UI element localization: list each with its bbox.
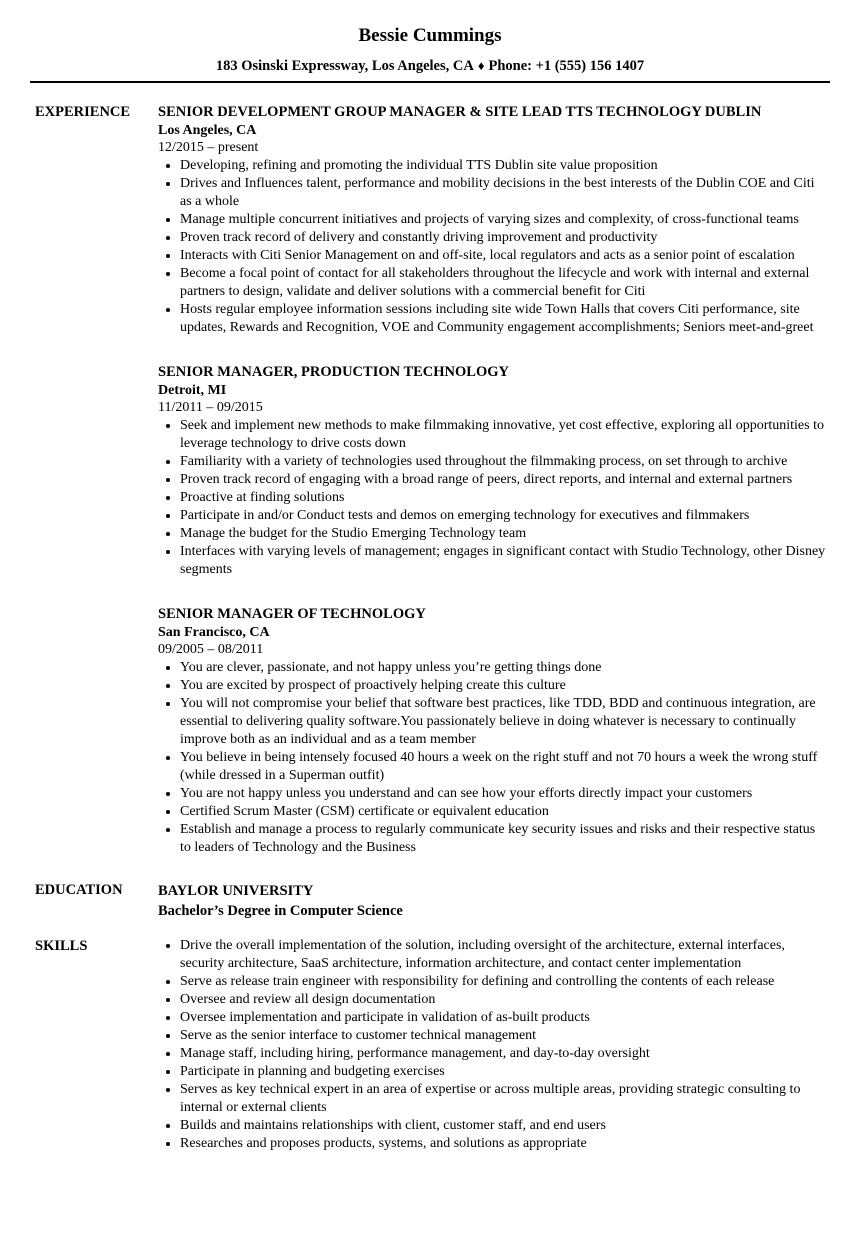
job-entry <box>158 103 827 337</box>
education-school: BAYLOR UNIVERSITY <box>158 883 314 899</box>
bullet-item: • You are excited by prospect of proactively helping create this culture <box>180 677 827 695</box>
bullet-item: • Participate in planning and budgeting exercises <box>180 1063 827 1081</box>
skills-content <box>158 937 827 1153</box>
bullet-item: • Serve as release train engineer with responsibility for defining and controlling the contents of each release <box>180 973 827 991</box>
job-title: SENIOR MANAGER OF TECHNOLOGY <box>158 606 426 622</box>
bullet-item: • Serve as the senior interface to customer technical management <box>180 1027 827 1045</box>
bullet-item: • Drives and Influences talent, performance and mobility decisions in the best interests of the Dublin COE and Citi as a whole <box>180 175 827 211</box>
diamond-separator-icon: ♦ <box>477 58 485 73</box>
bullet-item: • Oversee implementation and participate in validation of as-built products <box>180 1009 827 1027</box>
job-location: Los Angeles, CA <box>158 123 257 138</box>
job-bullet-list <box>158 157 827 337</box>
bullet-item: • Seek and implement new methods to make filmmaking innovative, yet cost effective, exploring all opportunities to leverage technology to drive costs down <box>180 417 827 453</box>
bullet-item: • Familiarity with a variety of technologies used throughout the filmmaking process, on set through to archive <box>180 453 827 471</box>
bullet-item: • Hosts regular employee information sessions including site wide Town Halls that covers Citi performance, site updates, Rewards and Recognition, VOE and Community engagement accomplishments; Seniors meet-and-greet <box>180 301 827 337</box>
job-entry <box>158 605 827 857</box>
bullet-item: • Interfaces with varying levels of management; engages in significant contact with Studio Technology, other Disney segments <box>180 543 827 579</box>
bullet-item: • You will not compromise your belief that software best practices, like TDD, BDD and continuous integration, are essential to delivering quality software.You passionately believe in doing whatever is necessary to continually improve both as an individual and as a team member <box>180 695 827 749</box>
resume-header <box>0 0 860 83</box>
bullet-item: • Researches and proposes products, systems, and solutions as appropriate <box>180 1135 827 1153</box>
skills-bullet-list <box>158 937 827 1153</box>
bullet-item: • Drive the overall implementation of the solution, including oversight of the architecture, external interfaces, security architecture, SaaS architecture, information architecture, and contact center implementation <box>180 937 827 973</box>
bullet-item: • Certified Scrum Master (CSM) certificate or equivalent education <box>180 803 827 821</box>
bullet-item: • Establish and manage a process to regularly communicate key security issues and risks and their respective status to leaders of Technology and the Business <box>180 821 827 857</box>
bullet-item: • You believe in being intensely focused 40 hours a week on the right stuff and not 70 hours a week the wrong stuff (while dressed in a Superman outfit) <box>180 749 827 785</box>
job-bullet-list <box>158 417 827 579</box>
job-dates: 11/2011 – 09/2015 <box>158 400 263 415</box>
job-title: SENIOR MANAGER, PRODUCTION TECHNOLOGY <box>158 364 509 380</box>
job-entry <box>158 363 827 579</box>
job-location: San Francisco, CA <box>158 625 270 640</box>
education-label: EDUCATION <box>35 882 123 898</box>
experience-content <box>158 103 827 857</box>
bullet-item: • Participate in and/or Conduct tests and demos on emerging technology for executives and filmmakers <box>180 507 827 525</box>
job-dates: 09/2005 – 08/2011 <box>158 642 264 657</box>
phone-text: Phone: +1 (555) 156 1407 <box>488 58 645 74</box>
job-bullet-list <box>158 659 827 857</box>
bullet-item: • Manage the budget for the Studio Emerging Technology team <box>180 525 827 543</box>
experience-section <box>0 103 860 857</box>
bullet-item: • You are clever, passionate, and not happy unless you’re getting things done <box>180 659 827 677</box>
bullet-item: • Manage staff, including hiring, performance management, and day-to-day oversight <box>180 1045 827 1063</box>
experience-label: EXPERIENCE <box>35 104 131 120</box>
job-title: SENIOR DEVELOPMENT GROUP MANAGER & SITE LEAD TTS TECHNOLOGY DUBLIN <box>158 104 762 120</box>
address-text: 183 Osinski Expressway, Los Angeles, CA <box>215 58 474 74</box>
job-dates: 12/2015 – present <box>158 140 259 155</box>
bullet-item: • Serves as key technical expert in an area of expertise or across multiple areas, providing strategic consulting to internal or external clients <box>180 1081 827 1117</box>
bullet-item: • Manage multiple concurrent initiatives and projects of varying sizes and complexity, of cross-functional teams <box>180 211 827 229</box>
bullet-item: • Proven track record of delivery and constantly driving improvement and productivity <box>180 229 827 247</box>
resume-name: Bessie Cummings <box>358 25 502 46</box>
bullet-item: • Proactive at finding solutions <box>180 489 827 507</box>
education-degree: Bachelor’s Degree in Computer Science <box>158 903 403 919</box>
job-location: Detroit, MI <box>158 383 227 398</box>
bullet-item: • You are not happy unless you understand and can see how your efforts directly impact your customers <box>180 785 827 803</box>
bullet-item: • Developing, refining and promoting the individual TTS Dublin site value proposition <box>180 157 827 175</box>
bullet-item: • Proven track record of engaging with a broad range of peers, direct reports, and internal and external partners <box>180 471 827 489</box>
bullet-item: • Builds and maintains relationships with client, customer staff, and end users <box>180 1117 827 1135</box>
skills-section <box>0 937 860 1153</box>
education-section <box>0 881 860 921</box>
contact-line <box>0 57 860 75</box>
bullet-item: • Oversee and review all design documentation <box>180 991 827 1009</box>
bullet-item: • Interacts with Citi Senior Management on and off-site, local regulators and acts as a senior point of escalation <box>180 247 827 265</box>
skills-label: SKILLS <box>35 938 88 954</box>
bullet-item: • Become a focal point of contact for all stakeholders throughout the lifecycle and work with internal and external partners to design, validate and deliver solutions with a commercial benefit for Citi <box>180 265 827 301</box>
education-content <box>158 881 827 921</box>
header-divider <box>30 81 830 83</box>
